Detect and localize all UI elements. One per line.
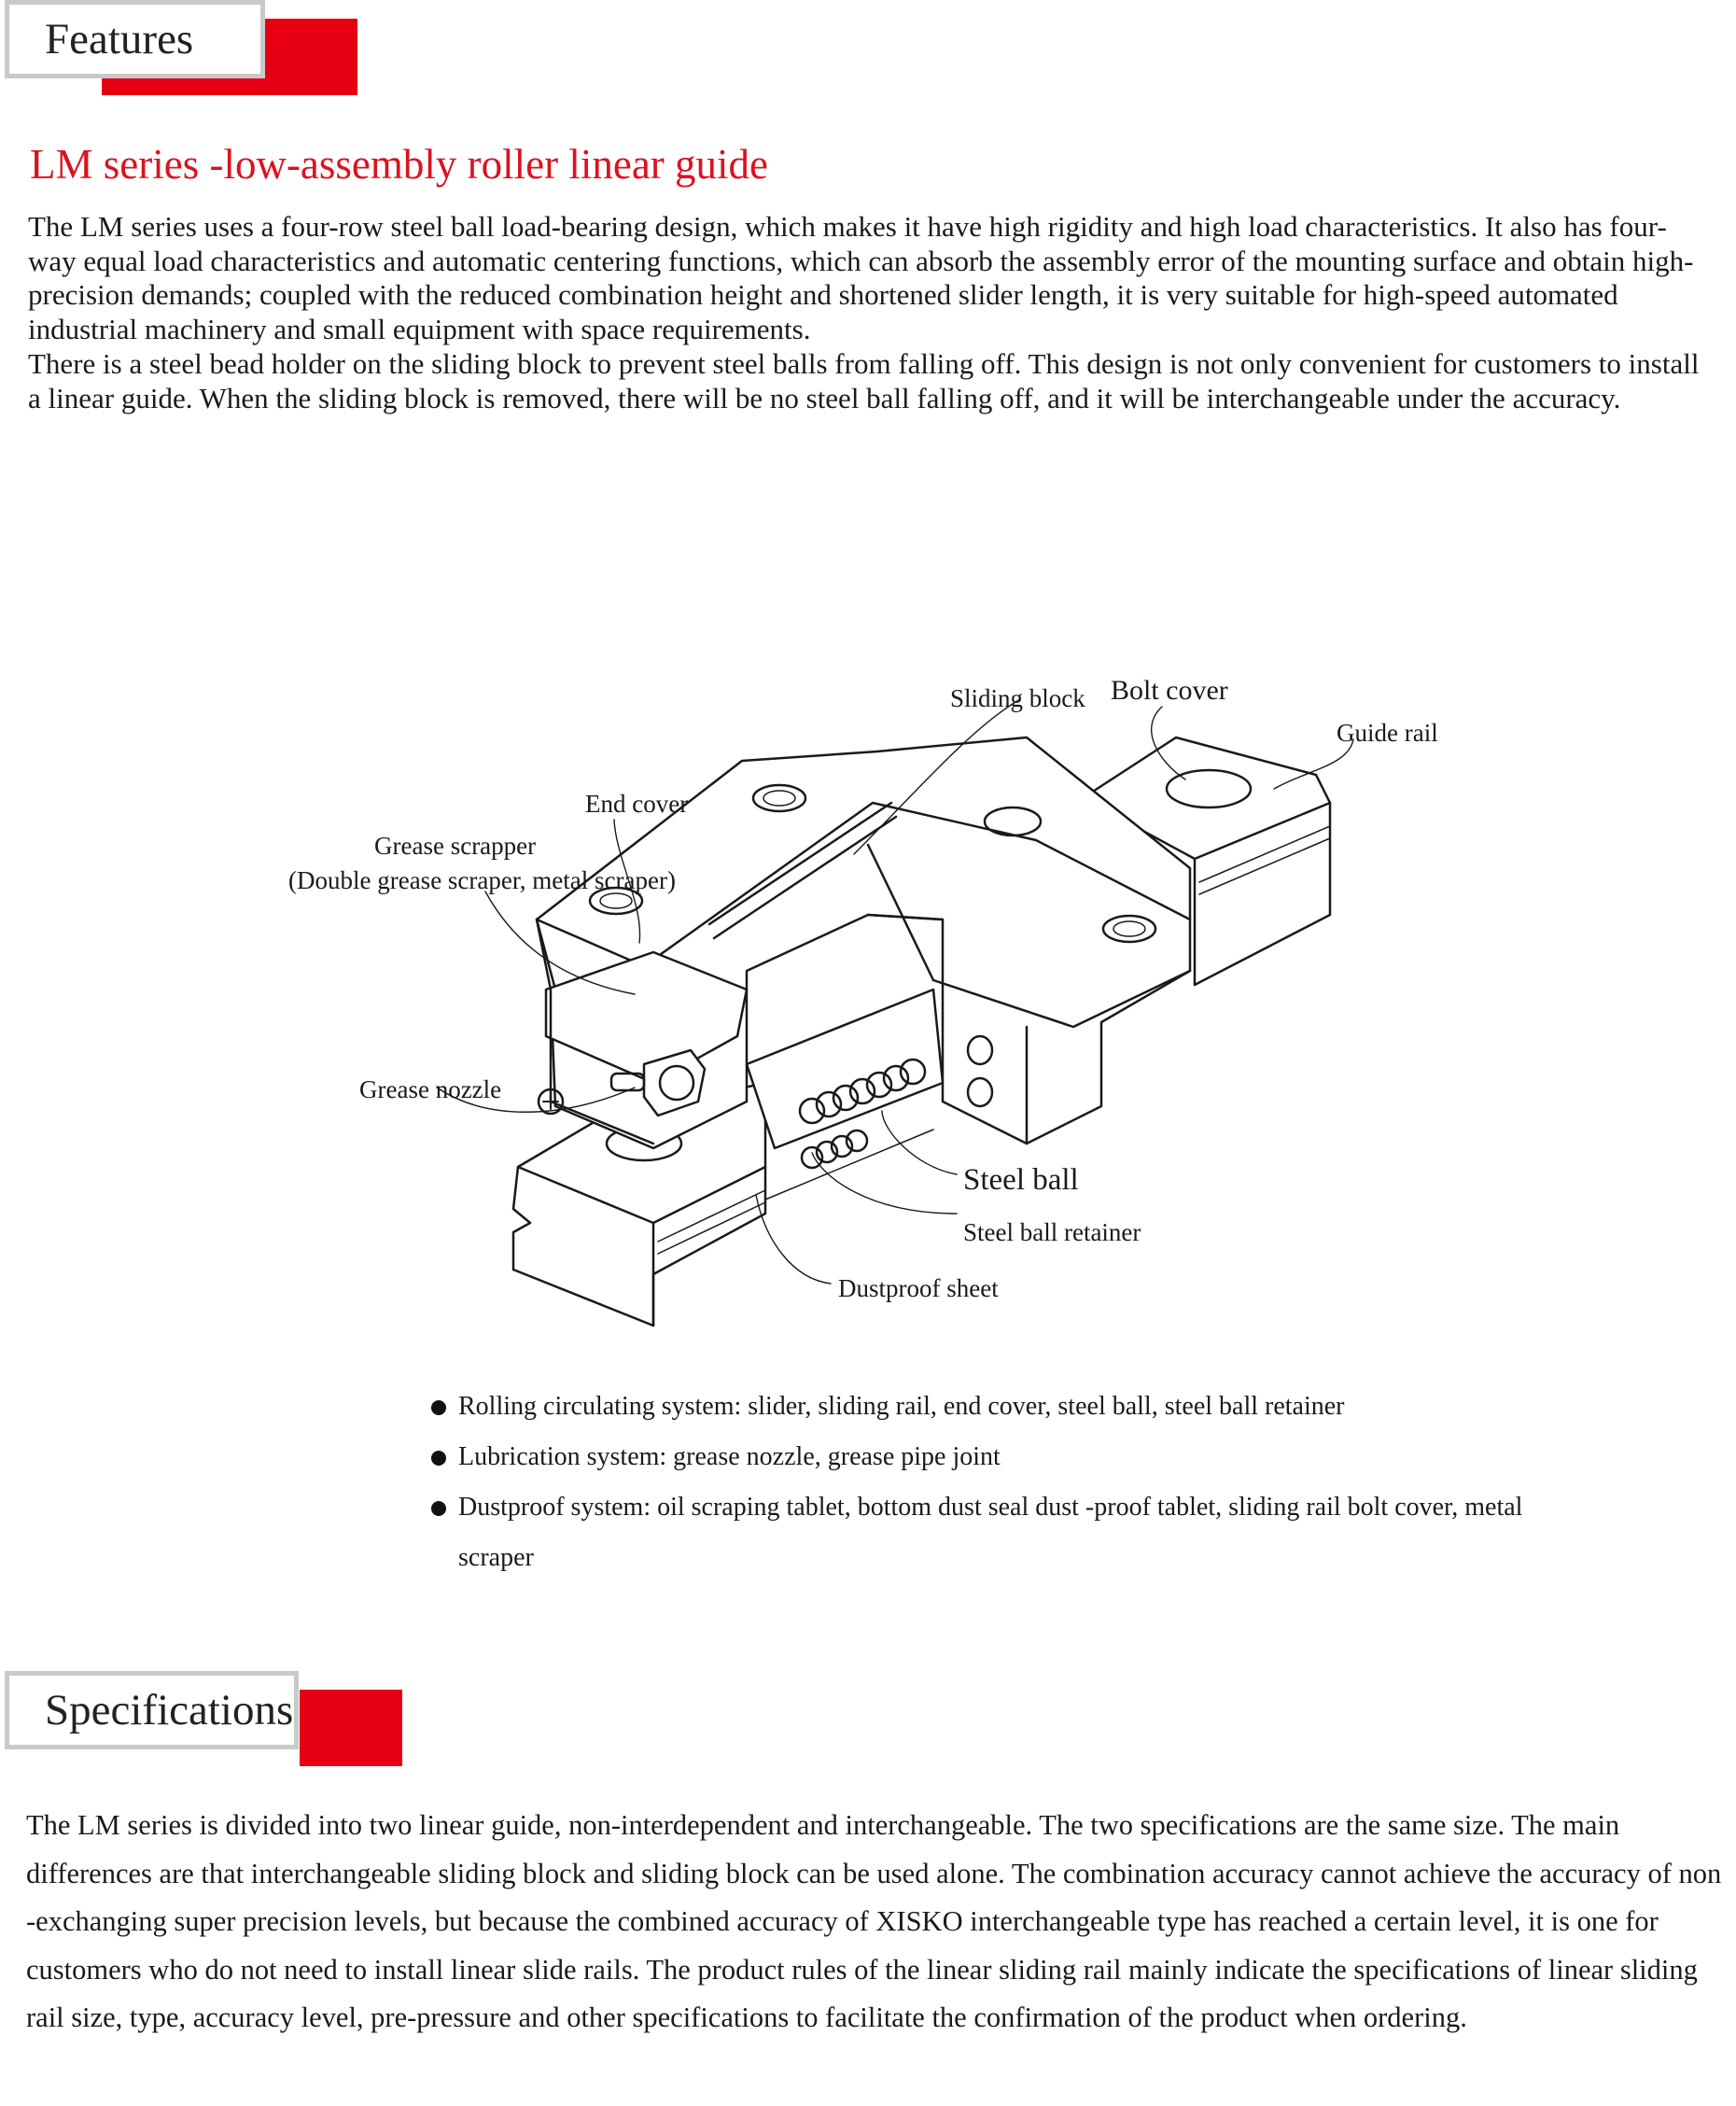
bullet-icon: [431, 1451, 446, 1466]
label-bolt-cover: Bolt cover: [1111, 675, 1228, 706]
list-item: Rolling circulating system: slider, sliding rail, end cover, steel ball, steel ball retainer: [434, 1382, 1535, 1432]
features-paragraph-1: The LM series uses a four-row steel ball load-bearing design, which makes it have high rigidity and high load characteristics. It also has four-way equal load characteristics and automatic centering functions, which can absorb the assembly error of the mounting surface and obtain high-precision demands; coupled with the reduced combination height and shortened slider length, it is very suitable for high-speed automated industrial machinery and small equipment with space requirements.: [28, 210, 1694, 345]
systems-list: [434, 1382, 1535, 1583]
specifications-tab-red-block: [300, 1690, 402, 1766]
list-item: Dustproof system: oil scraping tablet, bottom dust seal dust -proof tablet, sliding rail bolt cover, metal scraper: [434, 1482, 1535, 1583]
steel-ball-row: [747, 990, 943, 1200]
linear-guide-diagram: [0, 653, 1736, 1335]
label-guide-rail: Guide rail: [1337, 719, 1438, 747]
features-headline: LM series -low-assembly roller linear guide: [30, 141, 769, 188]
features-paragraph-2: There is a steel bead holder on the sliding block to prevent steel balls from falling off. This design is not only convenient for customers to install a linear guide. When the sliding block is removed, there will be no steel ball falling off, and it will be interchangeable under the accuracy.: [28, 347, 1700, 414]
label-end-cover: End cover: [585, 790, 689, 818]
features-tab-label: Features: [5, 0, 265, 78]
bullet-icon: [431, 1501, 446, 1516]
label-grease-scrapper-note: (Double grease scraper, metal scraper): [288, 866, 676, 894]
label-dustproof-sheet: Dustproof sheet: [838, 1274, 999, 1302]
label-grease-nozzle: Grease nozzle: [359, 1075, 502, 1103]
bullet-icon: [431, 1400, 446, 1415]
label-sliding-block: Sliding block: [950, 684, 1085, 712]
label-steel-ball: Steel ball: [963, 1163, 1079, 1197]
label-grease-scrapper: Grease scrapper: [374, 832, 537, 860]
list-item: Lubrication system: grease nozzle, grease pipe joint: [434, 1432, 1535, 1482]
specifications-paragraph: The LM series is divided into two linear guide, non-interdependent and interchangeable. The two specifications are the same size. The main differences are that interchangeable sliding block and sliding block can be used alone. The combination accuracy cannot achieve the accuracy of non -exchanging super precision levels, but because the combined accuracy of XISKO interchangeable type has reached a certain level, it is one for customers who do not need to install linear slide rails. The product rules of the linear sliding rail mainly indicate the specifications of linear sliding rail size, type, accuracy level, pre-pressure and other specifications to facilitate the confirmation of the product when ordering.: [26, 1809, 1722, 2033]
specifications-tab-label: Specifications: [5, 1671, 299, 1749]
label-steel-ball-retainer: Steel ball retainer: [963, 1218, 1141, 1246]
